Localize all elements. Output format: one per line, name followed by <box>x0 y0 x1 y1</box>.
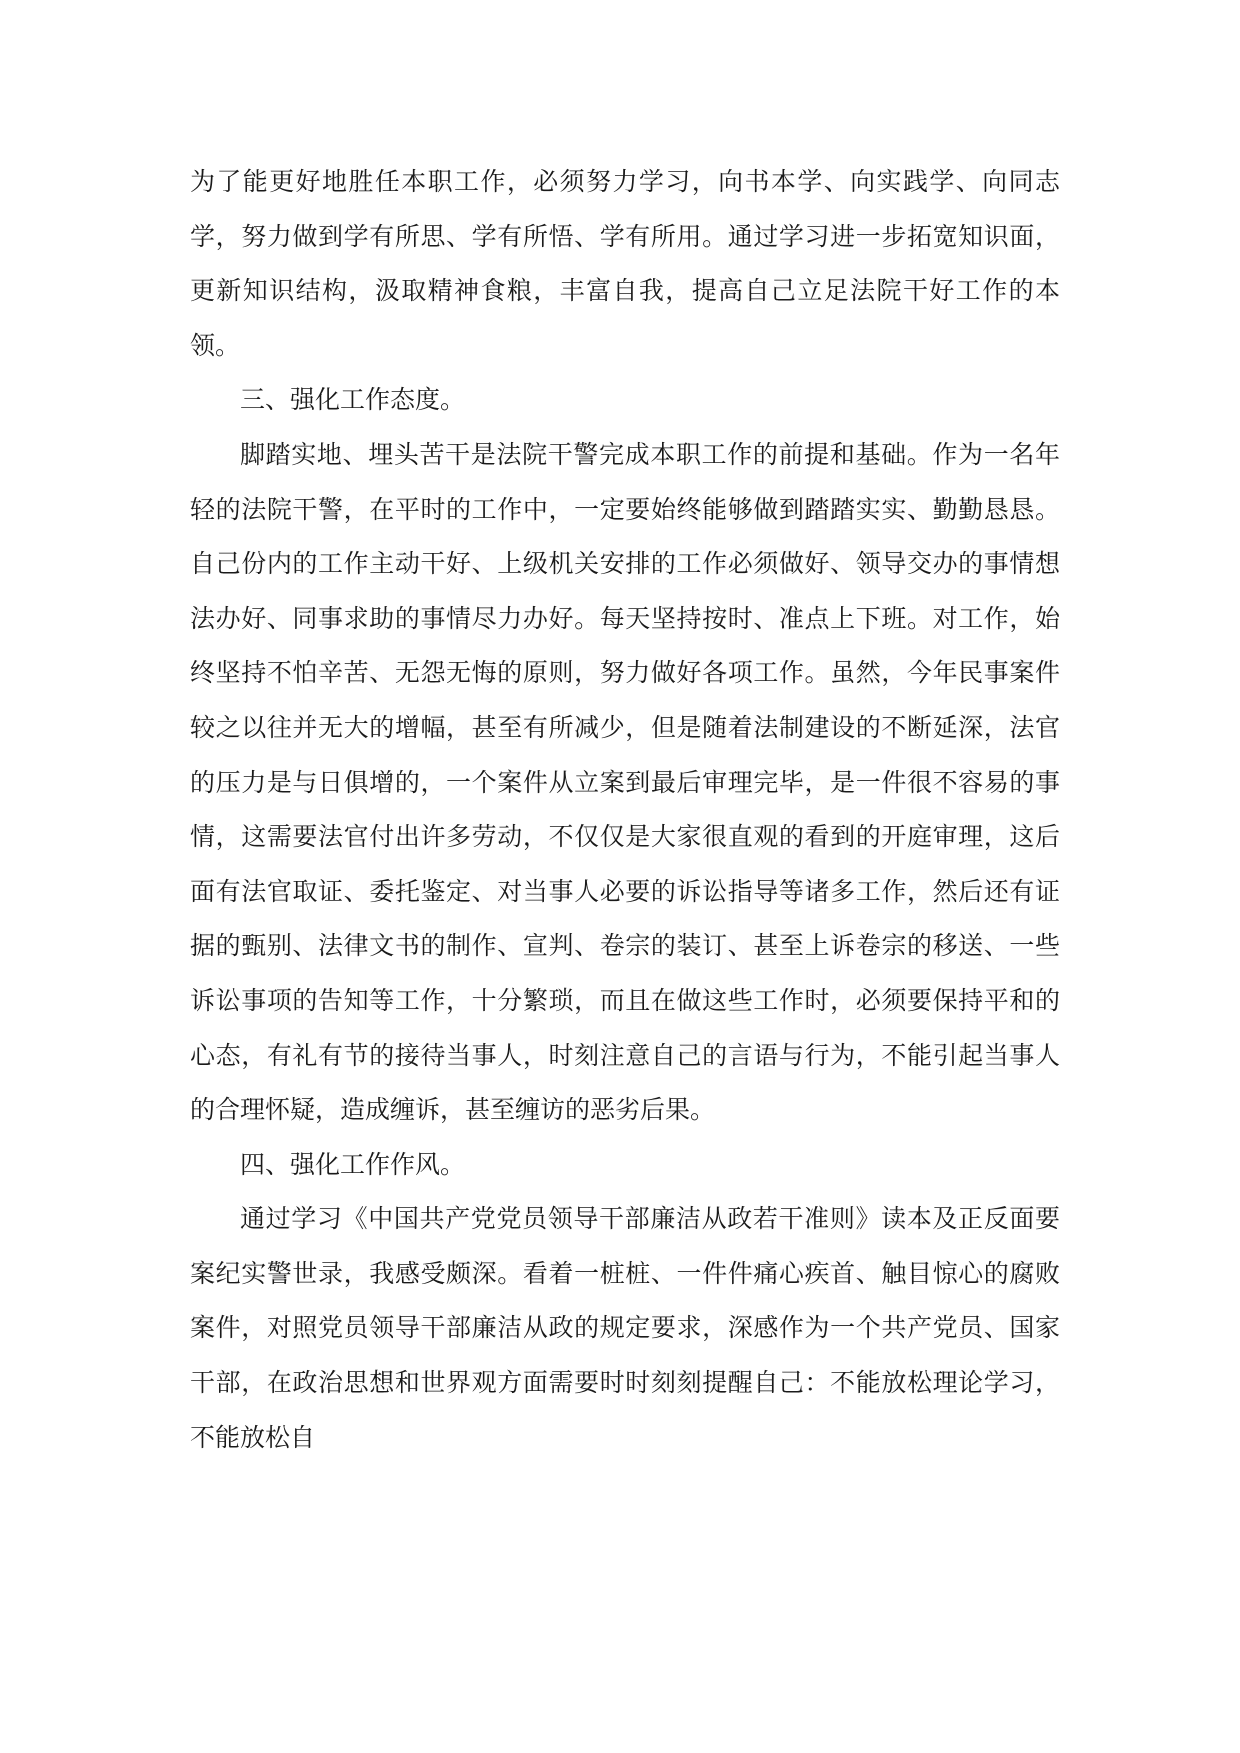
paragraph-study: 为了能更好地胜任本职工作，必须努力学习，向书本学、向实践学、向同志学，努力做到学有所思、学有所悟、学有所用。通过学习进一步拓宽知识面，更新知识结构，汲取精神食粮，丰富自我，提高自己立足法院干好工作的本领。 <box>190 167 1060 360</box>
section-heading-3: 三、强化工作态度。 <box>240 385 466 415</box>
document-body <box>190 155 1060 1465</box>
section-heading-4: 四、强化工作作风。 <box>240 1149 466 1179</box>
paragraph-work-attitude: 脚踏实地、埋头苦干是法院干警完成本职工作的前提和基础。作为一名年轻的法院干警，在平时的工作中，一定要始终能够做到踏踏实实、勤勤恳恳。自己份内的工作主动干好、上级机关安排的工作必须做好、领导交办的事情想法办好、同事求助的事情尽力办好。每天坚持按时、准点上下班。对工作，始终坚持不怕辛苦、无怨无悔的原则，努力做好各项工作。虽然，今年民事案件较之以往并无大的增幅，甚至有所减少，但是随着法制建设的不断延深，法官的压力是与日俱增的，一个案件从立案到最后审理完毕，是一件很不容易的事情，这需要法官付出许多劳动，不仅仅是大家很直观的看到的开庭审理，这后面有法官取证、委托鉴定、对当事人必要的诉讼指导等诸多工作，然后还有证据的甄别、法律文书的制作、宣判、卷宗的装订、甚至上诉卷宗的移送、一些诉讼事项的告知等工作，十分繁琐，而且在做这些工作时，必须要保持平和的心态，有礼有节的接待当事人，时刻注意自己的言语与行为，不能引起当事人的合理怀疑，造成缠诉，甚至缠访的恶劣后果。 <box>190 439 1060 1125</box>
paragraph-work-style: 通过学习《中国共产党党员领导干部廉洁从政若干准则》读本及正反面要案纪实警世录，我感受颇深。看着一桩桩、一件件痛心疾首、触目惊心的腐败案件，对照党员领导干部廉洁从政的规定要求，深感作为一个共产党员、国家干部，在政治思想和世界观方面需要时时刻刻提醒自己：不能放松理论学习，不能放松自 <box>190 1204 1060 1452</box>
